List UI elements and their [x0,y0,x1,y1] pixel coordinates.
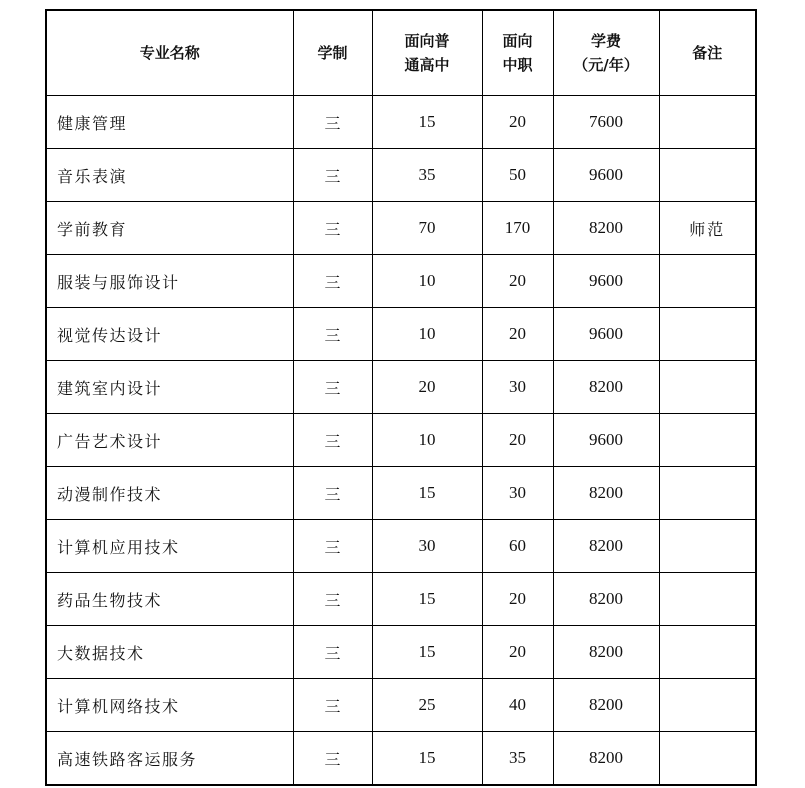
header-tuition-line2: （元/年） [573,56,639,74]
cell-tuition: 8200 [553,520,659,573]
cell-note: 师范 [659,202,756,255]
cell-note [659,626,756,679]
cell-major-name: 计算机应用技术 [46,520,293,573]
cell-major-name: 服装与服饰设计 [46,255,293,308]
cell-vocational-quota: 50 [482,149,553,202]
cell-tuition: 8200 [553,467,659,520]
cell-vocational-quota: 20 [482,96,553,149]
cell-general-quota: 10 [372,414,482,467]
cell-tuition: 8200 [553,732,659,786]
cell-tuition: 8200 [553,361,659,414]
cell-vocational-quota: 20 [482,308,553,361]
cell-note [659,149,756,202]
cell-general-quota: 15 [372,626,482,679]
table-row [46,626,756,679]
header-vocational-line2: 中职 [502,56,533,74]
cell-duration: 三 [293,626,372,679]
table-row [46,96,756,149]
cell-note [659,255,756,308]
cell-major-name: 计算机网络技术 [46,679,293,732]
cell-general-quota: 30 [372,520,482,573]
cell-note [659,361,756,414]
table-row [46,573,756,626]
cell-duration: 三 [293,255,372,308]
cell-duration: 三 [293,467,372,520]
cell-tuition: 8200 [553,573,659,626]
header-vocational-line1: 面向 [502,32,533,50]
cell-major-name: 高速铁路客运服务 [46,732,293,786]
cell-duration: 三 [293,679,372,732]
table-row [46,361,756,414]
table-row [46,308,756,361]
cell-major-name: 大数据技术 [46,626,293,679]
cell-tuition: 9600 [553,414,659,467]
cell-major-name: 药品生物技术 [46,573,293,626]
cell-duration: 三 [293,414,372,467]
table-row [46,202,756,255]
cell-vocational-quota: 20 [482,573,553,626]
header-general-line2: 通高中 [404,56,450,74]
cell-vocational-quota: 20 [482,626,553,679]
cell-note [659,573,756,626]
header-major-name: 专业名称 [46,10,293,96]
cell-duration: 三 [293,308,372,361]
cell-duration: 三 [293,96,372,149]
cell-vocational-quota: 30 [482,361,553,414]
cell-duration: 三 [293,361,372,414]
cell-general-quota: 15 [372,467,482,520]
header-duration: 学制 [293,10,372,96]
cell-major-name: 学前教育 [46,202,293,255]
majors-table [45,9,757,786]
cell-general-quota: 15 [372,732,482,786]
header-general-high-school [372,10,482,96]
cell-major-name: 广告艺术设计 [46,414,293,467]
cell-major-name: 视觉传达设计 [46,308,293,361]
cell-note [659,732,756,786]
cell-duration: 三 [293,573,372,626]
cell-tuition: 8200 [553,202,659,255]
header-note: 备注 [659,10,756,96]
cell-general-quota: 15 [372,573,482,626]
cell-vocational-quota: 35 [482,732,553,786]
cell-note [659,96,756,149]
cell-general-quota: 20 [372,361,482,414]
cell-duration: 三 [293,202,372,255]
table-row [46,255,756,308]
table-row [46,149,756,202]
cell-major-name: 音乐表演 [46,149,293,202]
cell-tuition: 9600 [553,149,659,202]
table-row [46,467,756,520]
cell-note [659,679,756,732]
cell-general-quota: 15 [372,96,482,149]
cell-note [659,414,756,467]
header-tuition [553,10,659,96]
cell-vocational-quota: 30 [482,467,553,520]
table-row [46,679,756,732]
cell-major-name: 建筑室内设计 [46,361,293,414]
table-row [46,732,756,786]
cell-duration: 三 [293,520,372,573]
cell-duration: 三 [293,732,372,786]
cell-note [659,308,756,361]
cell-vocational-quota: 60 [482,520,553,573]
cell-major-name: 健康管理 [46,96,293,149]
cell-general-quota: 70 [372,202,482,255]
cell-vocational-quota: 170 [482,202,553,255]
cell-general-quota: 10 [372,308,482,361]
table-header-row [46,10,756,96]
table-body [46,96,756,786]
cropped-text-strip [0,0,805,8]
cell-vocational-quota: 20 [482,414,553,467]
cell-vocational-quota: 40 [482,679,553,732]
cell-note [659,467,756,520]
table-row [46,414,756,467]
header-tuition-line1: 学费 [590,32,621,50]
table-row [46,520,756,573]
cell-duration: 三 [293,149,372,202]
cell-general-quota: 35 [372,149,482,202]
cell-general-quota: 25 [372,679,482,732]
cell-tuition: 7600 [553,96,659,149]
cell-tuition: 8200 [553,626,659,679]
cell-tuition: 8200 [553,679,659,732]
header-vocational [482,10,553,96]
cell-vocational-quota: 20 [482,255,553,308]
cell-general-quota: 10 [372,255,482,308]
cell-major-name: 动漫制作技术 [46,467,293,520]
cell-tuition: 9600 [553,308,659,361]
header-general-line1: 面向普 [404,32,450,50]
cell-note [659,520,756,573]
cell-tuition: 9600 [553,255,659,308]
